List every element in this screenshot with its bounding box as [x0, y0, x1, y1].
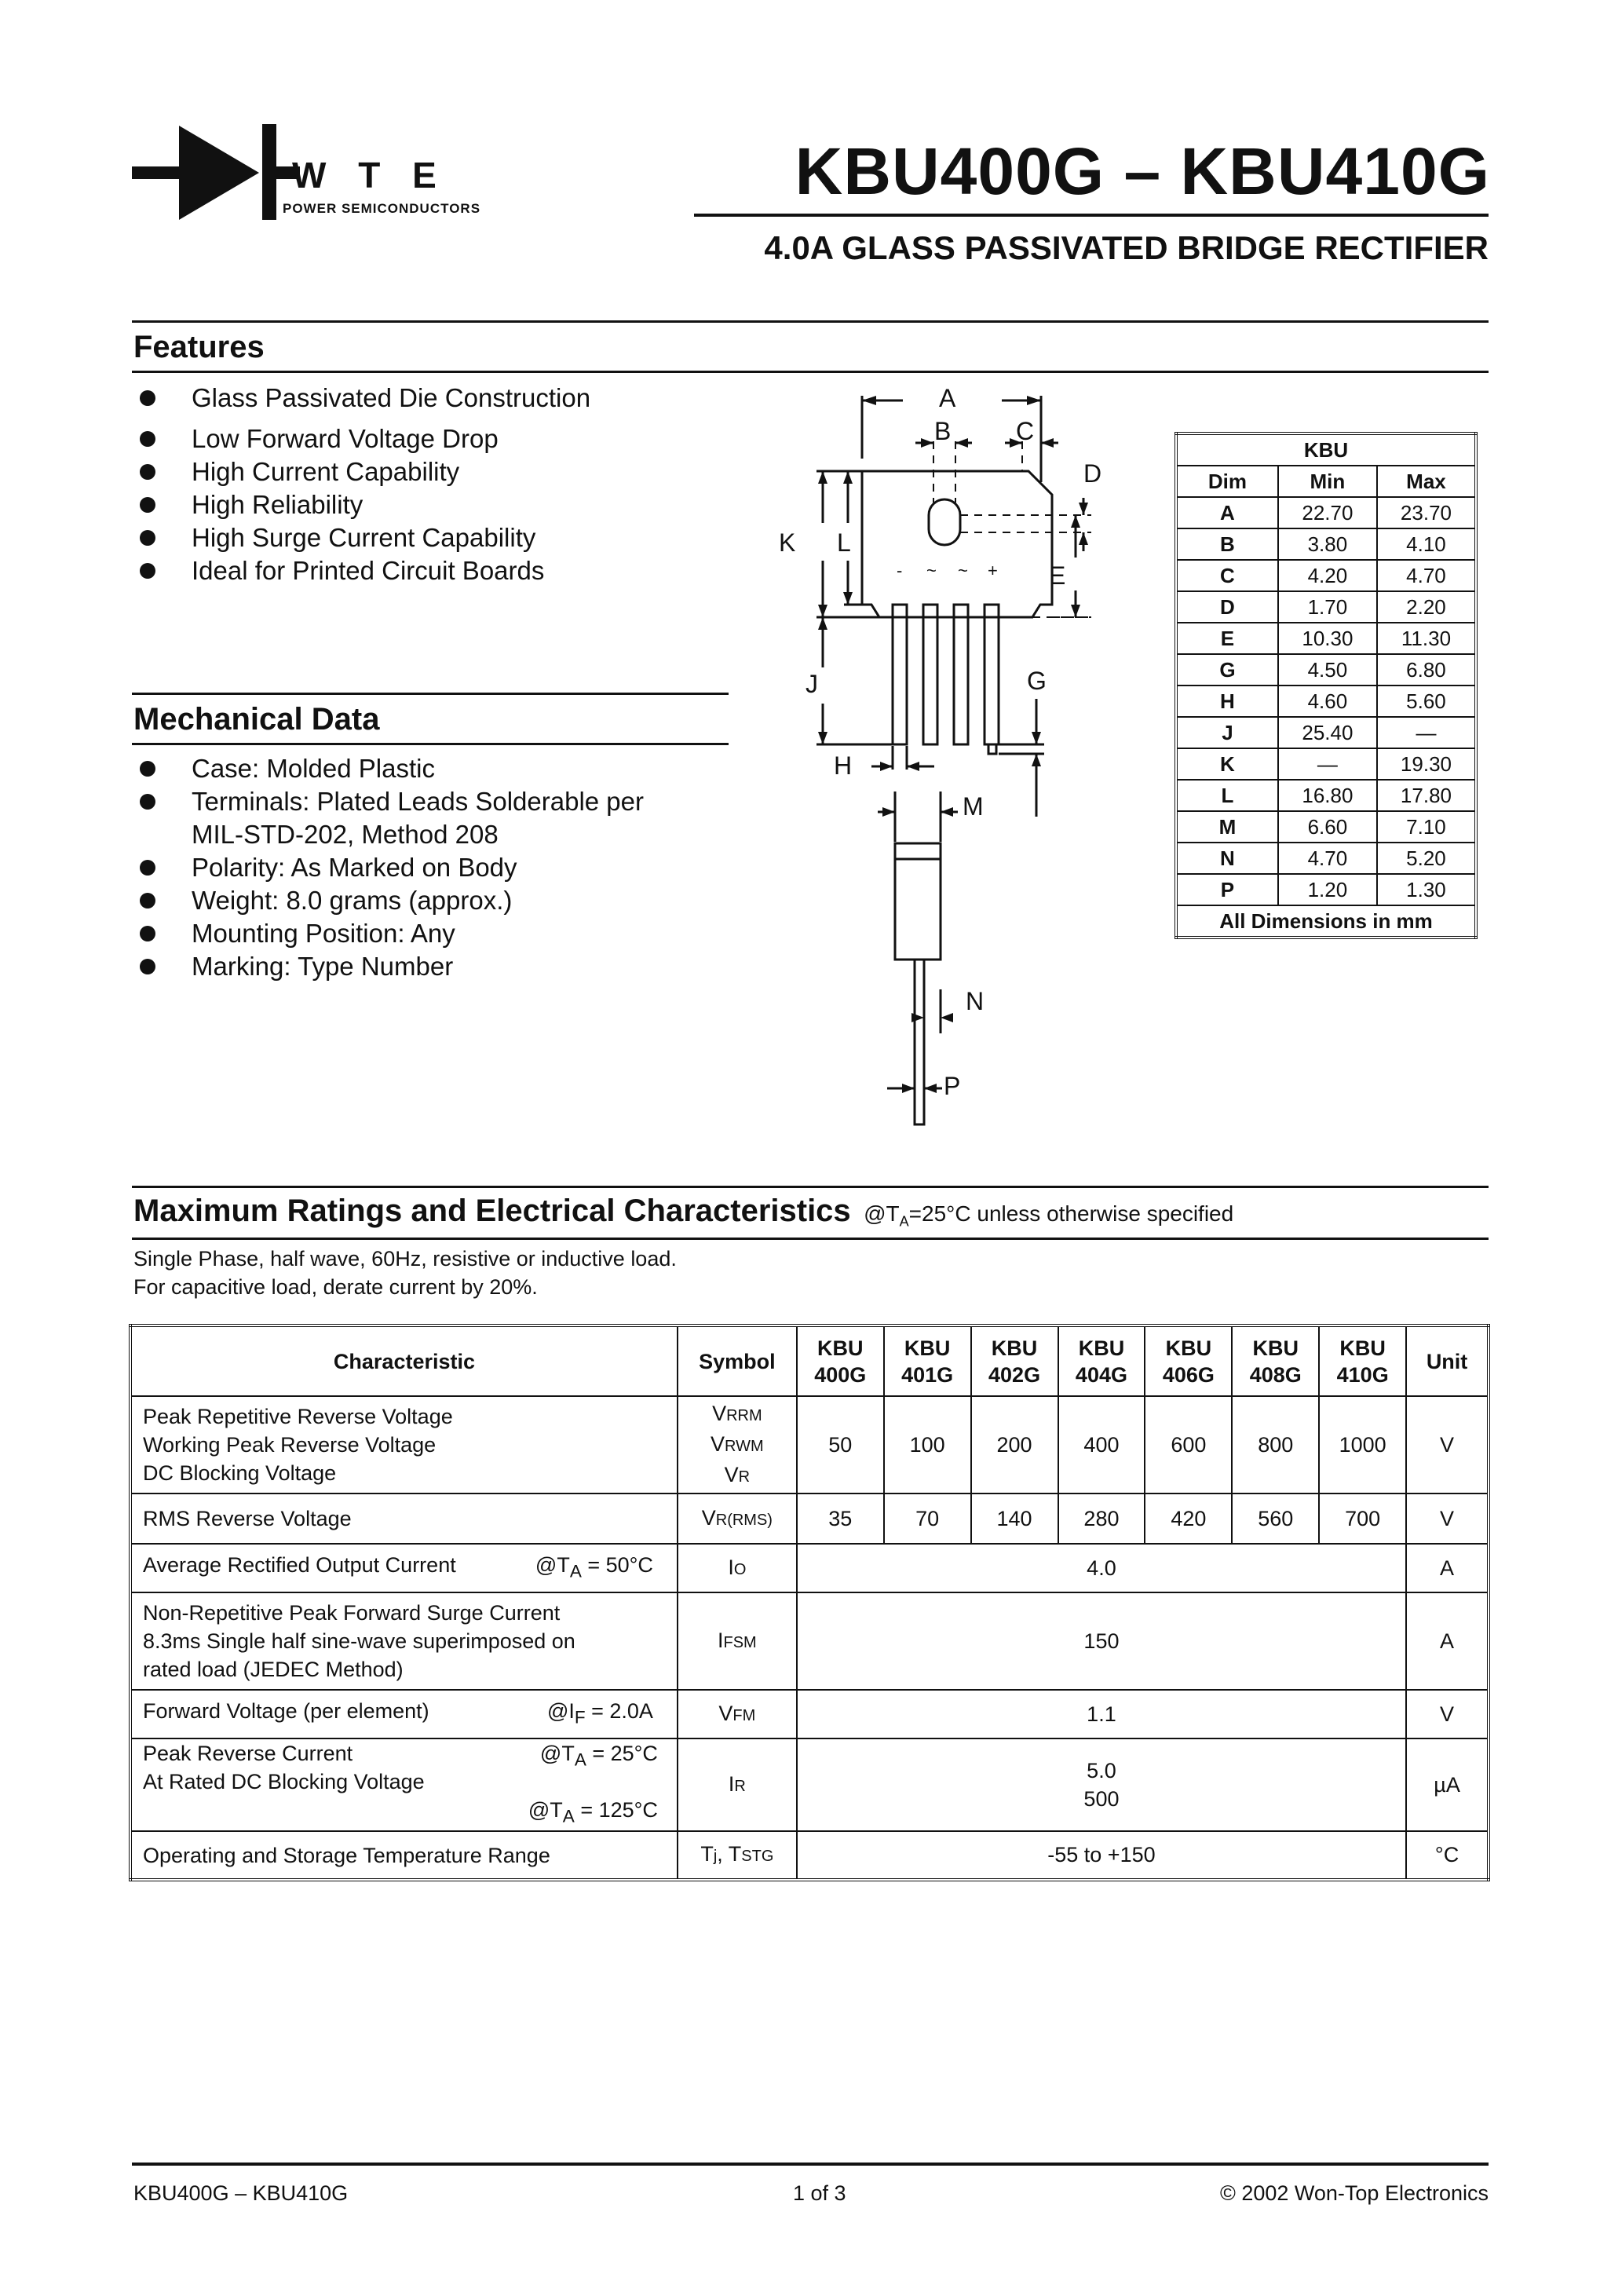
- mechanical-top-rule: [132, 693, 729, 695]
- page-subtitle: 4.0A GLASS PASSIVATED BRIDGE RECTIFIER: [764, 229, 1489, 266]
- list-item: Polarity: As Marked on Body: [133, 851, 746, 884]
- dim-table-footer: All Dimensions in mm: [1176, 905, 1476, 938]
- features-list: [133, 382, 730, 587]
- ratings-top-rule: [132, 1186, 1489, 1188]
- mechanical-heading: Mechanical Data: [133, 702, 380, 737]
- footer-page-number: 1 of 3: [793, 2181, 846, 2205]
- package-outline-diagram: [769, 377, 1178, 1146]
- mechanical-bottom-rule: [132, 743, 729, 745]
- pin-mark-ac2: ~: [958, 561, 968, 580]
- table-row: B 3.80 4.10: [1176, 528, 1476, 560]
- table-row: G 4.50 6.80: [1176, 654, 1476, 686]
- footer-copyright: © 2002 Won-Top Electronics: [1219, 2181, 1489, 2205]
- table-row: Peak Reverse Current $@T_A = 25^\circ C$ At Rated DC Blocking Voltage $@T_A = 125^\circ C$ IR 5.0 500 µA: [130, 1738, 1489, 1831]
- table-row: Operating and Storage Temperature Range Tj, TSTG -55 to +150 °C: [130, 1831, 1489, 1880]
- col-part-406g: KBU 406G: [1145, 1325, 1232, 1396]
- logo-tagline: POWER SEMICONDUCTORS: [283, 201, 481, 216]
- dimensions-table: [1174, 432, 1478, 939]
- dim-label-j: J: [806, 670, 818, 698]
- dim-label-m: M: [963, 792, 984, 821]
- ratings-heading: Maximum Ratings and Electrical Characteristics $@T_A=25^\circ C$ unless otherwise specified: [133, 1194, 1234, 1230]
- dim-label-l: L: [837, 528, 851, 557]
- features-heading: Features: [133, 330, 265, 364]
- pin-mark-ac1: ~: [926, 561, 937, 580]
- table-row: Peak Repetitive Reverse Voltage Working Peak Reverse Voltage DC Blocking Voltage VRRM VRWM VR 50 100 200 400 600 800 1000 V: [130, 1396, 1489, 1493]
- dim-label-p: P: [944, 1072, 961, 1100]
- list-item: High Current Capability: [133, 455, 730, 488]
- dim-table-package: KBU: [1176, 433, 1476, 466]
- dim-label-e: E: [1049, 561, 1066, 590]
- col-part-410g: KBU 410G: [1319, 1325, 1406, 1396]
- list-item: Marking: Type Number: [133, 950, 746, 983]
- table-row: E 10.30 11.30: [1176, 623, 1476, 654]
- list-item: Weight: 8.0 grams (approx.): [133, 884, 746, 917]
- col-part-401g: KBU 401G: [884, 1325, 971, 1396]
- dim-label-h: H: [834, 751, 853, 780]
- dim-label-g: G: [1027, 667, 1047, 695]
- list-item: Case: Molded Plastic: [133, 752, 746, 785]
- table-row: A 22.70 23.70: [1176, 497, 1476, 528]
- list-item: High Reliability: [133, 488, 730, 521]
- title-rule: [694, 214, 1489, 217]
- table-row: D 1.70 2.20: [1176, 591, 1476, 623]
- dim-header-dim: Dim: [1176, 466, 1278, 497]
- list-item: Glass Passivated Die Construction: [133, 382, 730, 415]
- ratings-note-2: For capacitive load, derate current by 20%.: [133, 1275, 538, 1299]
- ratings-table: [129, 1324, 1490, 1881]
- col-unit: Unit: [1406, 1325, 1489, 1396]
- table-row: Average Rectified Output Current $@T_A = 50^\circ C$ IO 4.0 A: [130, 1544, 1489, 1592]
- table-row: N 4.70 5.20: [1176, 843, 1476, 874]
- dim-label-c: C: [1016, 417, 1035, 445]
- table-row: J 25.40 —: [1176, 717, 1476, 748]
- table-row: H 4.60 5.60: [1176, 686, 1476, 717]
- col-characteristic: Characteristic: [130, 1325, 678, 1396]
- table-row: M 6.60 7.10: [1176, 811, 1476, 843]
- dim-header-max: Max: [1377, 466, 1476, 497]
- dim-label-a: A: [939, 384, 956, 412]
- dim-label-d: D: [1083, 459, 1102, 488]
- footer-part-range: KBU400G – KBU410G: [133, 2181, 349, 2205]
- mechanical-list: [133, 752, 746, 983]
- col-part-404g: KBU 404G: [1058, 1325, 1145, 1396]
- dim-label-n: N: [966, 987, 985, 1015]
- table-row: Non-Repetitive Peak Forward Surge Current 8.3ms Single half sine-wave superimposed on rated load (JEDEC Method) IFSM 150 A: [130, 1592, 1489, 1690]
- table-row: Forward Voltage (per element) $@I_F = 2.0A$ VFM 1.1 V: [130, 1690, 1489, 1738]
- list-item: Ideal for Printed Circuit Boards: [133, 554, 730, 587]
- pin-mark-negative: -: [897, 561, 903, 580]
- col-part-400g: KBU 400G: [797, 1325, 884, 1396]
- dim-label-k: K: [779, 528, 796, 557]
- table-row: RMS Reverse Voltage VR(RMS) 35 70 140 280 420 560 700 V: [130, 1493, 1489, 1544]
- ratings-note-1: Single Phase, half wave, 60Hz, resistive or inductive load.: [133, 1247, 677, 1270]
- dim-label-b: B: [934, 417, 952, 445]
- list-item: High Surge Current Capability: [133, 521, 730, 554]
- list-item: Mounting Position: Any: [133, 917, 746, 950]
- table-row: K — 19.30: [1176, 748, 1476, 780]
- table-row: L 16.80 17.80: [1176, 780, 1476, 811]
- pin-mark-positive: +: [988, 561, 998, 580]
- page-title: KBU400G – KBU410G: [795, 134, 1490, 208]
- col-symbol: Symbol: [678, 1325, 797, 1396]
- features-bottom-rule: [132, 371, 1489, 373]
- list-item: Low Forward Voltage Drop: [133, 422, 730, 455]
- footer-rule: [132, 2163, 1489, 2166]
- list-item: Terminals: Plated Leads Solderable per: [133, 785, 746, 818]
- col-part-402g: KBU 402G: [971, 1325, 1058, 1396]
- col-part-408g: KBU 408G: [1232, 1325, 1319, 1396]
- ratings-bottom-rule: [132, 1238, 1489, 1240]
- table-row: P 1.20 1.30: [1176, 874, 1476, 905]
- list-item: MIL-STD-202, Method 208: [192, 820, 499, 849]
- logo-letters: W T E: [292, 155, 448, 196]
- table-row: C 4.20 4.70: [1176, 560, 1476, 591]
- dim-header-min: Min: [1278, 466, 1377, 497]
- features-top-rule: [132, 320, 1489, 323]
